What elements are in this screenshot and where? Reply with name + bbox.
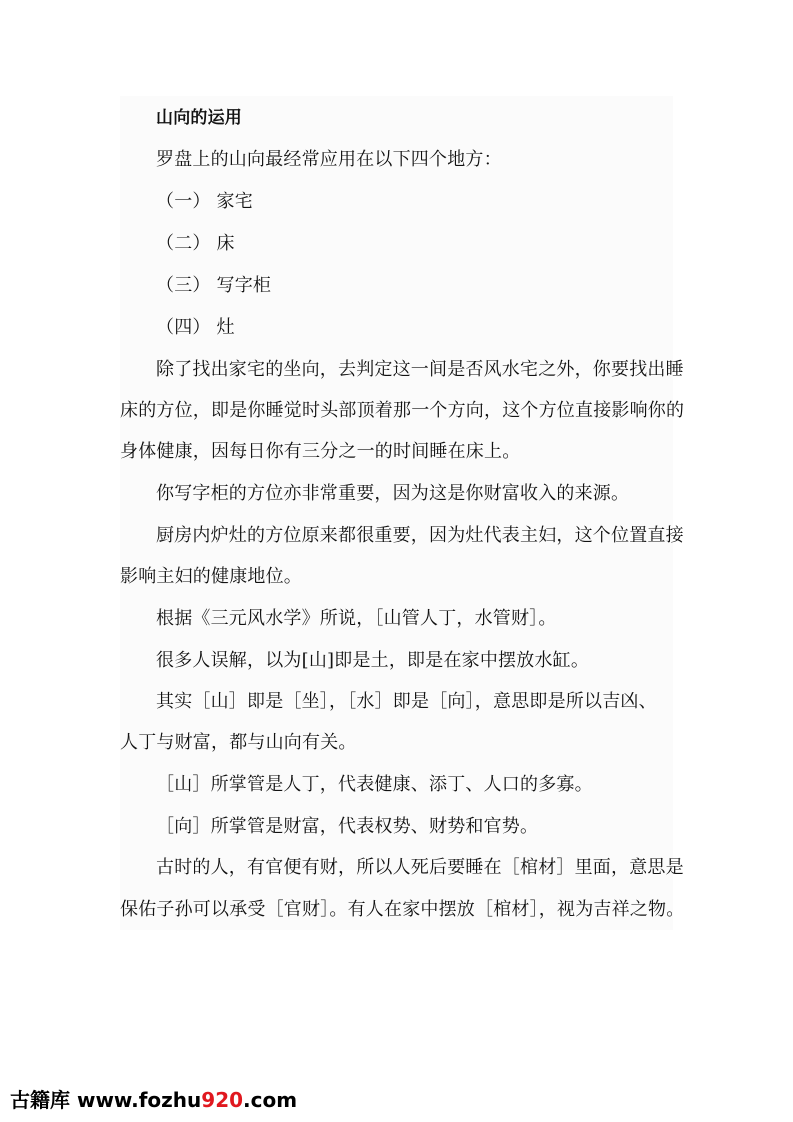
footer-site-suffix: .com xyxy=(243,1088,298,1112)
paragraph-line: 影响主妇的健康地位。 xyxy=(120,566,302,587)
footer-site-prefix: www.fozhu xyxy=(76,1088,202,1112)
document-title: 山向的运用 xyxy=(156,108,242,128)
footer-site-highlight: 920 xyxy=(201,1088,244,1112)
paragraph-line: 古时的人，有官便有财，所以人死后要睡在［棺材］里面，意思是 xyxy=(156,857,684,878)
paragraph-line: 床的方位，即是你睡觉时头部顶着那一个方向，这个方位直接影响你的 xyxy=(120,400,685,421)
paragraph-line: 除了找出家宅的坐向，去判定这一间是否风水宅之外，你要找出睡 xyxy=(156,359,684,380)
footer-label: 古籍库 xyxy=(10,1088,70,1112)
paragraph-line: 身体健康，因每日你有三分之一的时间睡在床上。 xyxy=(120,441,521,462)
paragraph-line: 罗盘上的山向最经常应用在以下四个地方： xyxy=(156,149,502,170)
paragraph-line: 其实［山］即是［坐］，［水］即是［向］，意思即是所以吉凶、 xyxy=(156,691,657,712)
list-item: （四） 灶 xyxy=(156,317,235,338)
paragraph-line: 你写字柜的方位亦非常重要，因为这是你财富收入的来源。 xyxy=(156,483,630,504)
paragraph-line: 根据《三元风水学》所说，［山管人丁，水管财］。 xyxy=(156,608,557,629)
paragraph-line: ［向］所掌管是财富，代表权势、财势和官势。 xyxy=(156,816,539,837)
paragraph-line: 厨房内炉灶的方位原来都很重要，因为灶代表主妇，这个位置直接 xyxy=(156,525,684,546)
document-body xyxy=(120,96,685,930)
paragraph-line: 人丁与财富，都与山向有关。 xyxy=(120,732,357,753)
list-item: （二） 床 xyxy=(156,233,235,254)
footer-site-link[interactable] xyxy=(77,1088,297,1112)
paragraph-line: 保佑子孙可以承受［官财］。有人在家中摆放［棺材］，视为吉祥之物。 xyxy=(120,899,685,920)
footer-watermark xyxy=(10,1087,297,1113)
list-item: （一） 家宅 xyxy=(156,191,253,212)
list-item: （三） 写字柜 xyxy=(156,275,272,296)
paragraph-line: 很多人误解，以为[山]即是土，即是在家中摆放水缸。 xyxy=(156,650,590,671)
paragraph-line: ［山］所掌管是人丁，代表健康、添丁、人口的多寡。 xyxy=(156,774,593,795)
